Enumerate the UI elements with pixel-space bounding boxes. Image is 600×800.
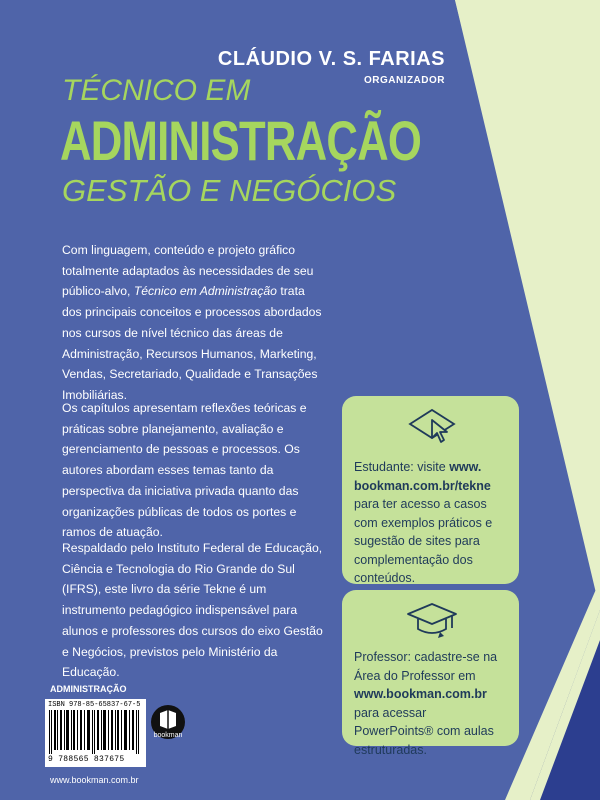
author-name: CLÁUDIO V. S. FARIAS xyxy=(217,48,445,70)
title-main: ADMINISTRAÇÃO xyxy=(60,109,422,172)
teacher-link[interactable]: www.bookman.com.br xyxy=(354,687,487,701)
publisher-site: www.bookman.com.br xyxy=(50,775,139,785)
description-paragraph-3: Respaldado pelo Instituto Federal de Educação, Ciência e Tecnologia do Rio Grande do Sul (IFRS), este livro da série Tekne é um instrumento pedagógico indispensável para alunos e professores dos cursos do eixo Gestão e Negócios, previstos pelo Ministério da Educação. xyxy=(62,541,323,680)
publisher-name: bookman xyxy=(153,732,183,739)
category-label: ADMINISTRAÇÃO xyxy=(50,684,127,694)
p1-text-end: trata dos principais conceitos e processos abordados nos cursos de nível técnico das áreas de Administração, Recursos Humanos, Marketing, Vendas, Secretariado, Qualidade e Transações Imobiliárias. xyxy=(62,284,322,402)
p1-text-start: Com linguagem, conteúdo e projeto gráfico totalmente adaptados às necessidades de seu público-alvo, xyxy=(62,243,314,299)
teacher-lead: Professor: cadastre-se na Área do Professor em xyxy=(354,650,498,683)
p1-book-title: Técnico em Administração xyxy=(133,284,277,299)
teacher-text xyxy=(354,648,509,759)
student-lead: Estudante: visite xyxy=(354,460,450,474)
student-text xyxy=(354,458,509,588)
barcode-number: 9 788565 837675 xyxy=(48,755,125,764)
click-cursor-icon xyxy=(402,404,462,452)
student-info-box xyxy=(342,396,519,584)
student-link[interactable]: www. bookman.com.br/tekne xyxy=(354,460,491,493)
graduation-cap-icon xyxy=(402,598,462,642)
student-rest: para ter acesso a casos com exemplos práticos e sugestão de sites para complementação dos conteúdos. xyxy=(354,497,493,585)
teacher-rest: para acessar PowerPoints® com aulas estruturadas. xyxy=(354,705,494,757)
description-paragraph-1 xyxy=(62,240,324,406)
teacher-info-box xyxy=(342,590,519,757)
title-subtitle: GESTÃO E NEGÓCIOS xyxy=(62,173,397,208)
bookman-logo xyxy=(150,704,186,744)
description-paragraph-2: Os capítulos apresentam reflexões teóricas e práticas sobre planejamento, avaliação e gerenciamento de pessoas e processos. Os autores abordam esses temas tanto da perspectiva da iniciativa privada quanto das organizações públicas de todos os portes e ramos de atuação. xyxy=(62,401,307,540)
isbn-text: ISBN 978-85-65837-67-5 xyxy=(48,701,141,709)
barcode-icon xyxy=(47,710,144,754)
author-role: ORGANIZADOR xyxy=(363,75,445,86)
author-block xyxy=(218,48,445,86)
title-top: TÉCNICO EM xyxy=(62,74,251,107)
